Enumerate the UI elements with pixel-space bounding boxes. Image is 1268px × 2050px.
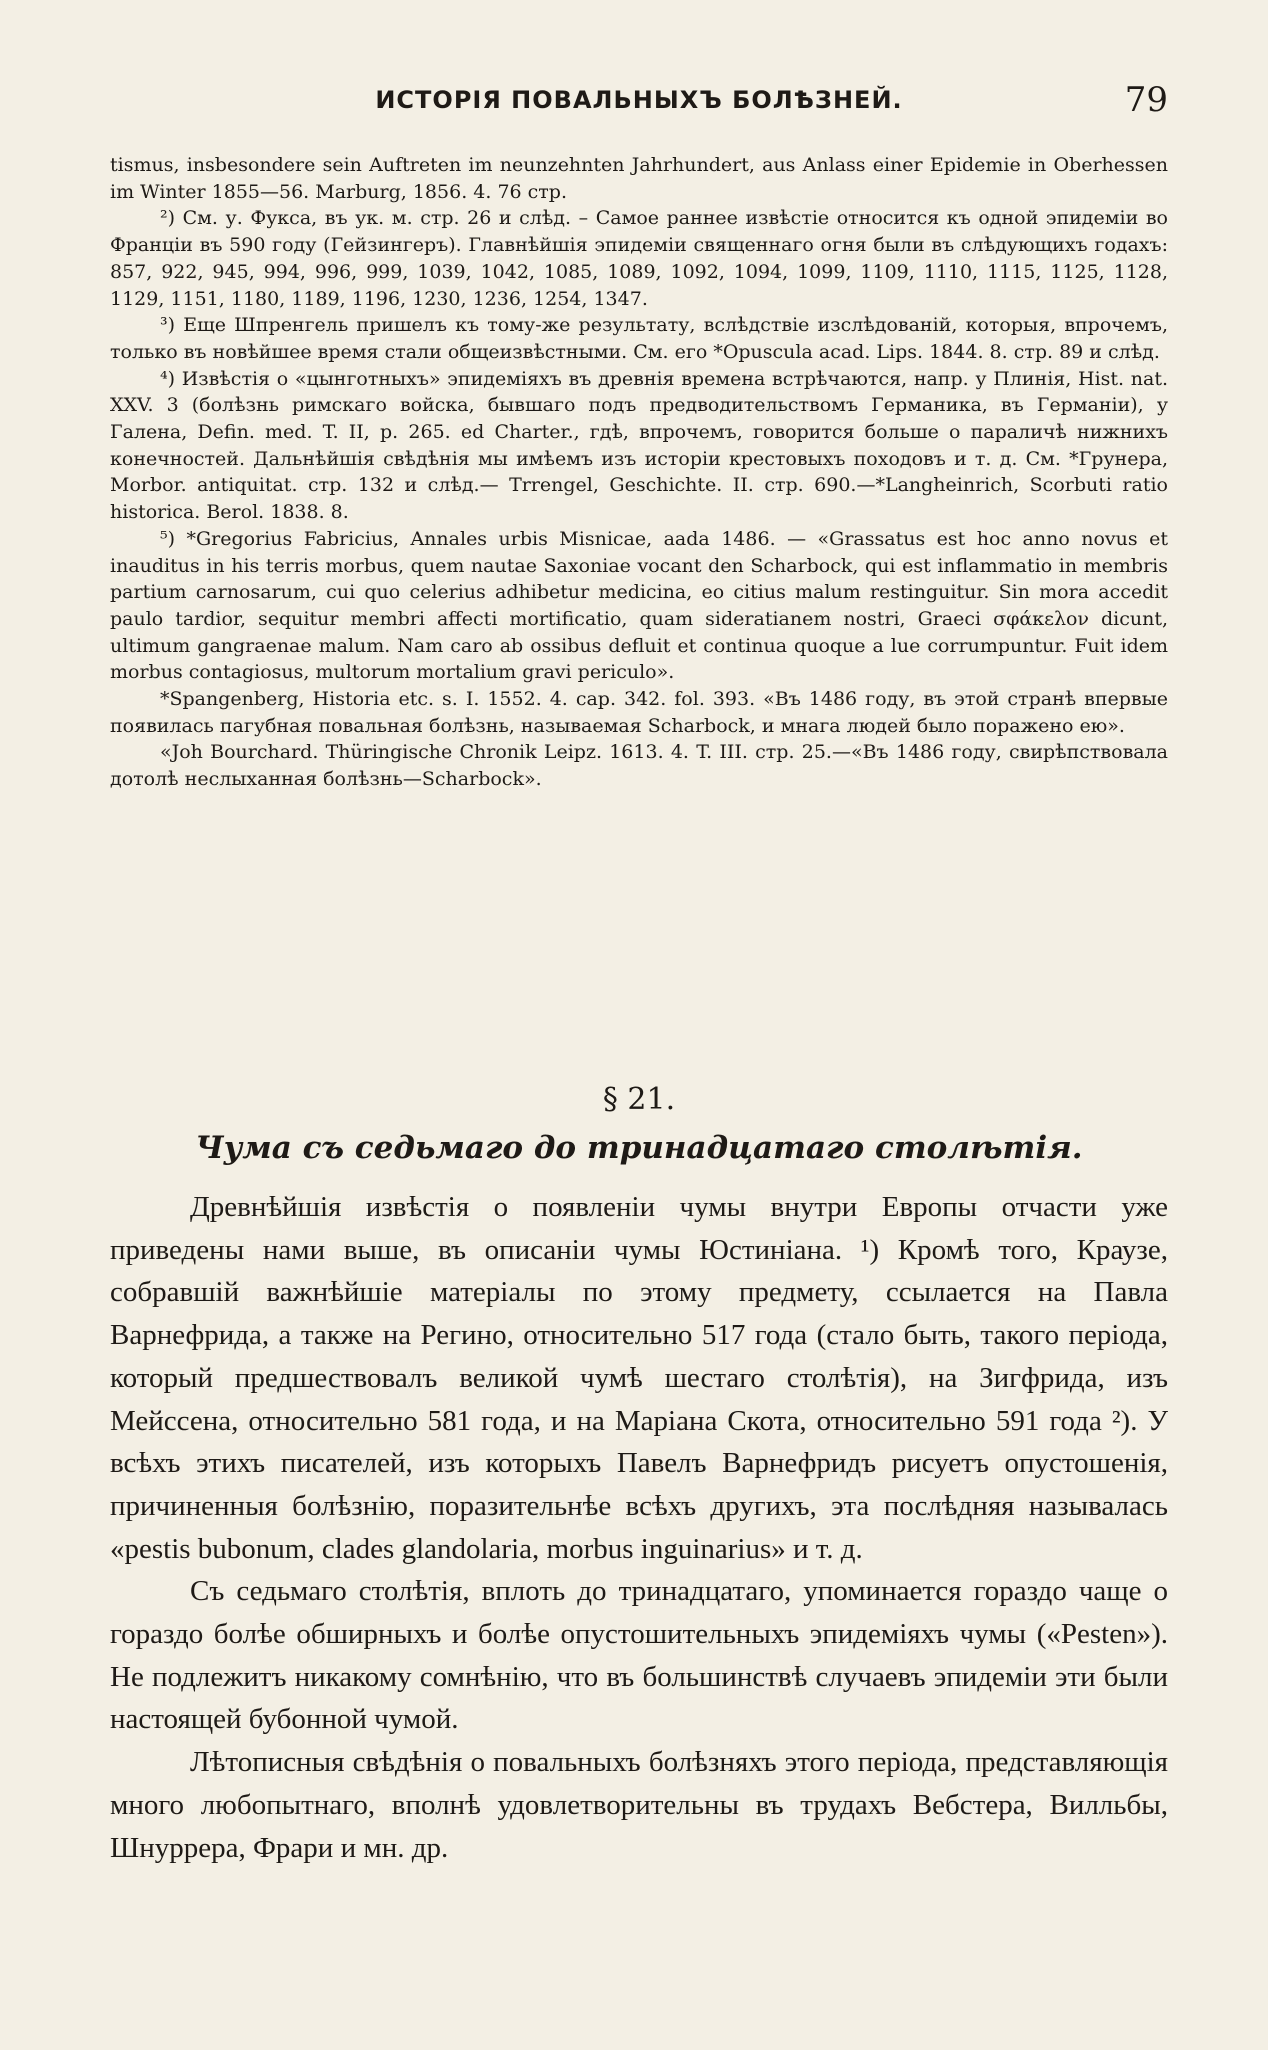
page-number: 79 bbox=[1124, 80, 1168, 120]
footnote-5-bourchard: «Joh Bourchard. Thüringische Chronik Leipz. 1613. 4. T. III. стр. 25.—«Въ 1486 году, свирѣпствовала дотолѣ неслыханная болѣзнь—Scharbock». bbox=[110, 741, 1168, 791]
paragraph-1: Древнѣйшія извѣстія о появленіи чумы внутри Европы отчасти уже приведены нами выше, въ описаніи чумы Юстиніана. ¹) Кромѣ того, Краузе, собравшій важнѣйшіе матеріалы по этому предмету, ссылается на Павла Варнефрида, а также на Регино, относительно 517 года (стало быть, такого періода, который предшествовалъ великой чумѣ шестаго столѣтія), на Зигфрида, изъ Мейссена, относительно 581 года, и на Маріана Скота, относительно 591 года ²). У всѣхъ этихъ писателей, изъ которыхъ Павелъ Варнефридъ рисуетъ опустошенія, причиненныя болѣзнію, поразительнѣе всѣхъ другихъ, эта послѣдняя называлась «pestis bubonum, clades glandolaria, morbus inguinarius» и т. д. bbox=[110, 1191, 1168, 1565]
footnote-3: ³) Еще Шпренгель пришелъ къ тому-же результату, вслѣдствіе изслѣдованій, которыя, впрочемъ, только въ новѣйшее время стали общеизвѣстными. См. его *Opuscula acad. Lips. 1844. 8. стр. 89 и слѣд. bbox=[110, 314, 1168, 363]
footnote-5-spangenberg: *Spangenberg, Historia etc. s. I. 1552. 4. cap. 342. fol. 393. «Въ 1486 году, въ этой странѣ впервые появилась пагубная повальная болѣзнь, называемая Scharbock, и мнага людей было поражено ею». bbox=[110, 688, 1168, 737]
footnote-4: ⁴) Извѣстія о «цынготныхъ» эпидеміяхъ въ древнія времена встрѣчаются, напр. у Плинія, Hist. nat. XXV. 3 (болѣзнь римскаго войска, бывшаго подъ предводительствомъ Германика, въ Германіи), у Галена, Defin. med. T. II, p. 265. ed Charter., гдѣ, впрочемъ, говорится больше о параличѣ нижнихъ конечностей. Дальнѣйшія свѣдѣнія мы имѣемъ изъ исторіи крестовыхъ походовъ и т. д. См. *Грунера, Morbor. antiquitat. стр. 132 и слѣд.— Trrengel, Geschichte. II. стр. 690.—*Langheinrich, Scorbuti ratio historica. Berol. 1838. 8. bbox=[110, 367, 1168, 524]
running-header bbox=[110, 80, 1168, 130]
main-text bbox=[110, 1186, 1168, 1869]
paragraph-3: Лѣтописныя свѣдѣнія о повальныхъ болѣзняхъ этого періода, представляющія много любопытнаго, вполнѣ удовлетворительны въ трудахъ Вебстера, Вилльбы, Шнуррера, Фрари и мн. др. bbox=[110, 1746, 1168, 1864]
footnote-2: ²) См. у. Фукса, въ ук. м. стр. 26 и слѣд. – Самое раннее извѣстіе относится къ одной эпидеміи во Франціи въ 590 году (Гейзингеръ). Главнѣйшія эпидеміи священнаго огня были въ слѣдующихъ годахъ: 857, 922, 945, 994, 996, 999, 1039, 1042, 1085, 1089, 1092, 1094, 1099, 1109, 1110, 1115, 1125, 1128, 1129, 1151, 1180, 1189, 1196, 1230, 1236, 1254, 1347. bbox=[110, 207, 1168, 310]
paragraph-2: Съ седьмаго столѣтія, вплоть до тринадцатаго, упоминается гораздо чаще о гораздо болѣе обширныхъ и болѣе опустошительныхъ эпидеміяхъ чумы («Pesten»). Не подлежитъ никакому сомнѣнію, что въ большинствѣ случаевъ эпидеміи эти были настоящей бубонной чумой. bbox=[110, 1575, 1168, 1736]
running-title: ИСТОРІЯ ПОВАЛЬНЫХЪ БОЛѢЗНЕЙ. bbox=[375, 86, 903, 114]
section-number: § 21. bbox=[602, 1082, 676, 1117]
footnote-continuation: tismus, insbesondere sein Auftreten im neunzehnten Jahrhundert, aus Anlass einer Epidemie in Oberhessen im Winter 1855—56. Marburg, 1856. 4. 76 стр. bbox=[110, 154, 1168, 203]
footnote-5: ⁵) *Gregorius Fabricius, Annales urbis Misnicae, aada 1486. — «Grassatus est hoc anno novus et inauditus in his terris morbus, quem nautae Saxoniae vocant den Scharbock, qui est inflammatio in membris partium carnosarum, cui quo celerius adhibetur medicina, eo citius malum restinguitur. Sin mora accedit paulo tardior, sequitur membri affecti mortificatio, quam sideratianem nostri, Graeci σφάκελον dicunt, ultimum gangraenae malum. Nam caro ab ossibus defluit et continua quoque a lue corrumpuntur. Fuit idem morbus contagiosus, multorum mortalium gravi periculo». bbox=[110, 527, 1168, 684]
section-title: Чума съ седьмаго до тринадцатаго столѣтія. bbox=[195, 1130, 1083, 1166]
footnotes-block bbox=[110, 152, 1168, 793]
